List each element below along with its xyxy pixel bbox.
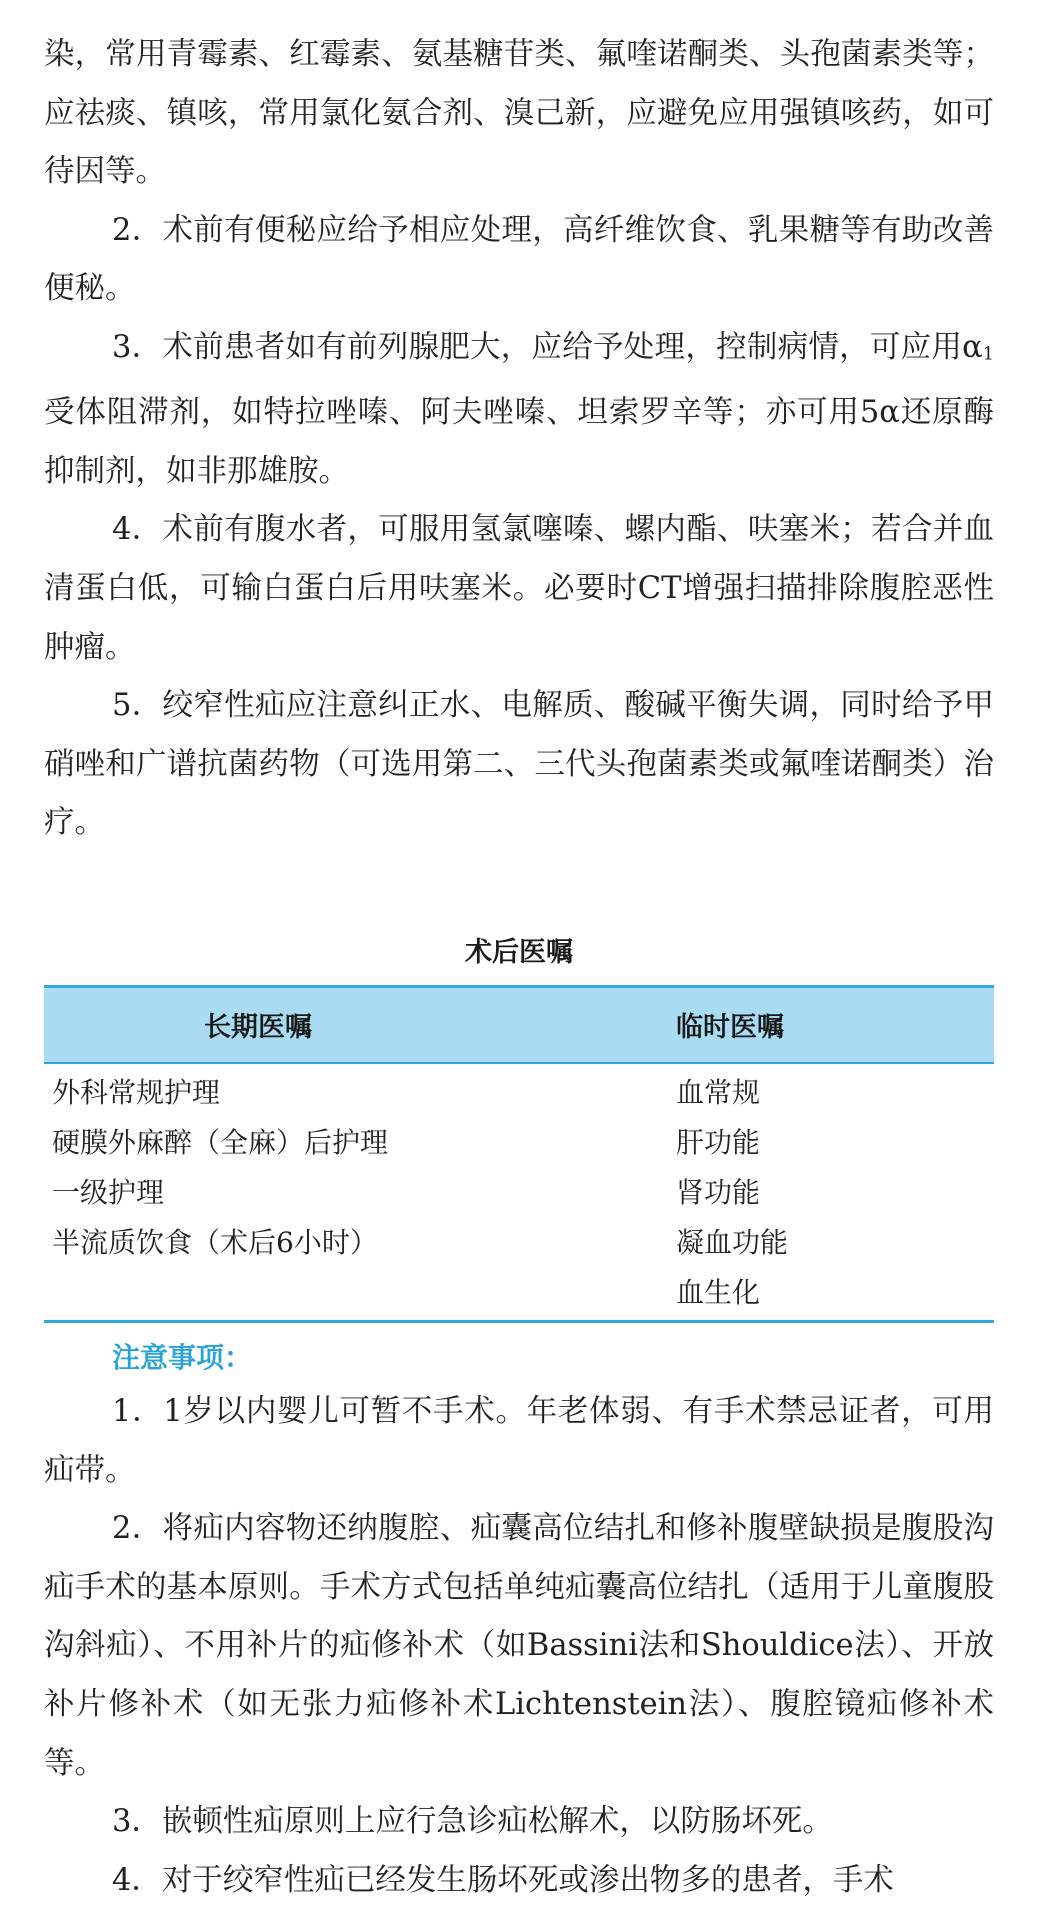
temporary-order: 凝血功能	[676, 1225, 789, 1259]
table-title: 术后医嘱	[465, 936, 573, 968]
table-row	[44, 1218, 994, 1268]
long-term-order	[44, 1268, 676, 1322]
temporary-order: 血生化	[676, 1275, 761, 1309]
header-long-term: 长期医嘱	[44, 986, 676, 1063]
note-infant: 1．1岁以内婴儿可暂不手术。年老体弱、有手术禁忌证者，可用疝带。	[44, 1393, 994, 1488]
notes-heading: 注意事项：	[112, 1340, 253, 1374]
paragraph-constipation: 2．术前有便秘应给予相应处理，高纤维饮食、乳果糖等有助改善便秘。	[44, 212, 994, 307]
prostate-text-a: 3．术前患者如有前列腺肥大，应给予处理，控制病情，可应用α	[112, 329, 983, 365]
table-row	[44, 1063, 994, 1118]
note-strangulated: 4．对于绞窄性疝已经发生肠坏死或渗出物多的患者，手术	[112, 1862, 894, 1898]
header-temporary: 临时医嘱	[676, 986, 994, 1063]
table-row	[44, 1118, 994, 1168]
table-header-row	[44, 986, 994, 1063]
long-term-order: 一级护理	[52, 1175, 165, 1209]
paragraph-ascites: 4．术前有腹水者，可服用氢氯噻嗪、螺内酯、呋塞米；若合并血清蛋白低，可输白蛋白后用呋塞米。必要时CT增强扫描排除腹腔恶性肿瘤。	[44, 512, 994, 665]
alpha-subscript: 1	[982, 344, 994, 365]
long-term-order: 硬膜外麻醉（全麻）后护理	[52, 1125, 389, 1159]
temporary-order: 肾功能	[676, 1175, 761, 1209]
table-row	[44, 1168, 994, 1218]
long-term-order: 半流质饮食（术后6小时）	[52, 1225, 378, 1259]
temporary-order: 血常规	[676, 1075, 761, 1109]
note-incarcerated: 3．嵌顿性疝原则上应行急诊疝松解术，以防肠坏死。	[112, 1804, 833, 1840]
long-term-order: 外科常规护理	[52, 1075, 221, 1109]
note-principles: 2．将疝内容物还纳腹腔、疝囊高位结扎和修补腹壁缺损是腹股沟疝手术的基本原则。手术方式包括单纯疝囊高位结扎（适用于儿童腹股沟斜疝）、不用补片的疝修补术（如Bassini法和Shouldice法）、开放补片修补术（如无张力疝修补术Lichtenstein法）、腹腔镜疝修补术等。	[44, 1511, 994, 1781]
table-row	[44, 1268, 994, 1322]
paragraph-continuation: 染，常用青霉素、红霉素、氨基糖苷类、氟喹诺酮类、头孢菌素类等；应祛痰、镇咳，常用氯化氨合剂、溴己新，应避免应用强镇咳药，如可待因等。	[44, 37, 994, 190]
temporary-order: 肝功能	[676, 1125, 761, 1159]
prostate-text-b: 受体阻滞剂，如特拉唑嗪、阿夫唑嗪、坦索罗辛等；亦可用5α还原酶抑制剂，如非那雄胺。	[44, 395, 994, 489]
postop-orders-table	[44, 985, 994, 1323]
paragraph-prostate	[44, 319, 994, 501]
paragraph-strangulated: 5．绞窄性疝应注意纠正水、电解质、酸碱平衡失调，同时给予甲硝唑和广谱抗菌药物（可选用第二、三代头孢菌素类或氟喹诺酮类）治疗。	[44, 688, 994, 841]
